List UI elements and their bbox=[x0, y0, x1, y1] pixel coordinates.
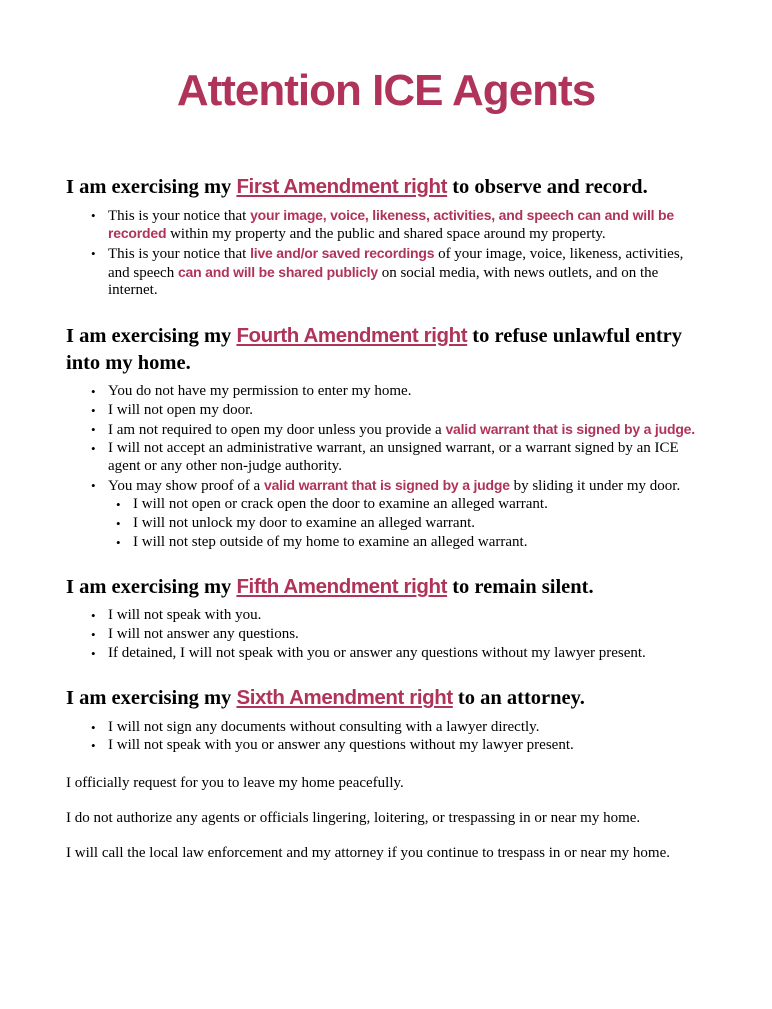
page-title: Attention ICE Agents bbox=[176, 66, 596, 115]
closing-statements bbox=[66, 774, 706, 862]
heading-prefix: I am exercising my bbox=[66, 325, 237, 348]
text-segment: I will not open my door. bbox=[108, 401, 253, 418]
closing-paragraph: I officially request for you to leave my home peacefully. bbox=[66, 774, 404, 791]
section-first-amendment bbox=[66, 173, 706, 300]
heading-suffix: to refuse unlawful entry into my home. bbox=[66, 325, 683, 375]
text-segment: This is your notice that bbox=[108, 246, 251, 263]
text-segment: by sliding it under my door. bbox=[509, 477, 681, 494]
bullet-list bbox=[66, 607, 706, 662]
heading-suffix: to observe and record. bbox=[447, 175, 648, 198]
heading-suffix: to an attorney. bbox=[452, 687, 585, 710]
sub-list-item bbox=[133, 515, 706, 533]
fifth-amendment-link: Fifth Amendment right bbox=[236, 575, 448, 599]
list-item bbox=[108, 719, 706, 737]
list-item bbox=[108, 245, 706, 300]
list-item bbox=[108, 477, 706, 552]
list-item bbox=[108, 421, 706, 440]
section-fourth-amendment bbox=[66, 322, 706, 551]
highlighted-text: valid warrant that is signed by a judge. bbox=[445, 420, 695, 437]
closing-paragraph: I will call the local law enforcement and my attorney if you continue to trespass in or near my home. bbox=[66, 844, 670, 861]
highlighted-text: your image, voice, likeness, activities, and speech can and will be recorded bbox=[108, 206, 674, 242]
text-segment: I will not unlock my door to examine an alleged warrant. bbox=[133, 514, 475, 531]
text-segment: I am not required to open my door unless you provide a bbox=[108, 421, 446, 438]
section-heading bbox=[66, 173, 706, 201]
heading-prefix: I am exercising my bbox=[66, 687, 237, 710]
text-segment: within my property and the public and shared space around my property. bbox=[166, 226, 606, 243]
section-sixth-amendment bbox=[66, 684, 706, 754]
highlighted-text: valid warrant that is signed by a judge bbox=[263, 476, 510, 493]
list-item bbox=[108, 402, 706, 420]
sixth-amendment-link: Sixth Amendment right bbox=[236, 686, 453, 710]
bullet-list bbox=[66, 719, 706, 755]
section-fifth-amendment bbox=[66, 573, 706, 662]
bullet-list bbox=[66, 207, 706, 300]
text-segment: I will not answer any questions. bbox=[108, 626, 299, 643]
text-segment: I will not speak with you. bbox=[108, 607, 262, 624]
heading-prefix: I am exercising my bbox=[66, 175, 237, 198]
bullet-list bbox=[66, 383, 706, 551]
text-segment: You may show proof of a bbox=[108, 477, 264, 494]
text-segment: of your image, voice, likeness, activities, and speech bbox=[108, 246, 684, 281]
text-segment: I will not accept an administrative warrant, an unsigned warrant, or a warrant signed by an ICE agent or any other non-judge authority. bbox=[108, 440, 679, 474]
list-item bbox=[108, 737, 706, 755]
first-amendment-link: First Amendment right bbox=[236, 174, 448, 198]
list-item bbox=[108, 607, 706, 625]
list-item bbox=[108, 383, 706, 401]
fourth-amendment-link: Fourth Amendment right bbox=[236, 324, 468, 348]
section-heading bbox=[66, 322, 706, 377]
text-segment: You do not have my permission to enter my home. bbox=[108, 383, 412, 400]
sub-list-item bbox=[133, 534, 706, 552]
heading-suffix: to remain silent. bbox=[447, 576, 594, 599]
list-item bbox=[108, 207, 706, 244]
section-heading bbox=[66, 573, 706, 601]
text-segment: I will not sign any documents without consulting with a lawyer directly. bbox=[108, 718, 540, 735]
section-heading bbox=[66, 684, 706, 712]
text-segment: This is your notice that bbox=[108, 207, 251, 224]
text-segment: on social media, with news outlets, and on the internet. bbox=[108, 264, 659, 299]
highlighted-text: can and will be shared publicly bbox=[177, 263, 378, 280]
heading-prefix: I am exercising my bbox=[66, 576, 237, 599]
list-item-text bbox=[108, 478, 680, 494]
sub-bullet-list bbox=[108, 496, 706, 551]
text-segment: I will not step outside of my home to examine an alleged warrant. bbox=[133, 533, 528, 550]
text-segment: I will not speak with you or answer any questions without my lawyer present. bbox=[108, 737, 574, 754]
text-segment: If detained, I will not speak with you or answer any questions without my lawyer present. bbox=[108, 644, 646, 661]
list-item bbox=[108, 626, 706, 644]
list-item bbox=[108, 645, 706, 663]
highlighted-text: live and/or saved recordings bbox=[250, 245, 435, 262]
sub-list-item bbox=[133, 496, 706, 514]
closing-paragraph: I do not authorize any agents or officials lingering, loitering, or trespassing in or near my home. bbox=[66, 809, 641, 826]
list-item bbox=[108, 440, 706, 475]
text-segment: I will not open or crack open the door to examine an alleged warrant. bbox=[133, 496, 548, 513]
